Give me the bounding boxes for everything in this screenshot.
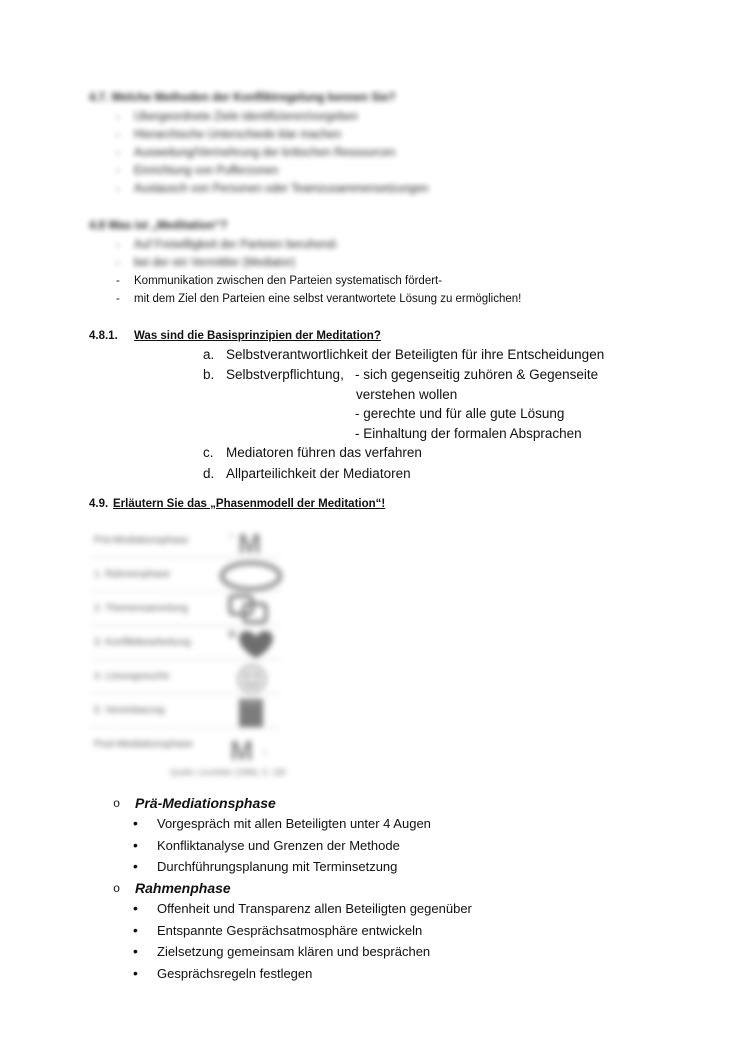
m-letter-icon: [228, 732, 278, 766]
heading-4-8: 4.8 Was ist „Meditation“?: [89, 220, 228, 232]
list-item: mit dem Ziel den Parteien eine selbst verantwortete Lösung zu ermöglichen!: [134, 293, 522, 305]
list-item: bei der ein Vermittler (Mediator): [134, 257, 296, 269]
bullet-icon: •: [133, 837, 138, 853]
figure-row-label: 3. Konfliktbearbeitung: [94, 637, 191, 648]
heart-icon: [226, 626, 280, 662]
phase-title: Prä-Mediationsphase: [135, 795, 276, 811]
heading-4-8-1-number: 4.8.1.: [89, 330, 118, 342]
list-item: Selbstverpflichtung,: [226, 367, 344, 382]
dash: -: [116, 257, 120, 269]
list-item: Hierarchische Unterschiede klar machen: [134, 129, 342, 141]
ring-icon: [218, 558, 284, 594]
list-marker: b.: [203, 367, 215, 382]
dash: -: [116, 129, 120, 141]
dash: -: [116, 183, 120, 195]
bullet-icon: •: [133, 965, 138, 981]
list-item: Auf Freiwilligkeit der Parteien beruhend-: [134, 239, 339, 251]
dash: -: [116, 147, 120, 159]
phase-title: Rahmenphase: [135, 880, 231, 896]
heading-4-9-number: 4.9.: [89, 498, 109, 510]
list-item: Ausweitung/Vermehrung der kritischen Ressourcen: [134, 147, 396, 159]
list-item: Vorgespräch mit allen Beteiligten unter 4 Augen: [157, 816, 431, 831]
heading-4-9: Erläutern Sie das „Phasenmodell der Meditation“!: [113, 498, 386, 510]
figure-row-label: 4. Lösungssuche: [94, 671, 170, 682]
figure-row-label: Prä-Mediationsphase: [94, 535, 189, 546]
figure-source: Quelle: Lenzfeller (1998), S. 138: [170, 768, 286, 777]
circle-bullet-icon: o: [113, 882, 121, 896]
list-marker: a.: [203, 347, 215, 362]
bullet-icon: •: [133, 922, 138, 938]
circle-bullet-icon: o: [113, 797, 121, 811]
list-item: Allparteilichkeit der Mediatoren: [226, 466, 411, 481]
list-item: Entspannte Gesprächsatmosphäre entwickeln: [157, 923, 423, 938]
list-item: Konfliktanalyse und Grenzen der Methode: [157, 838, 400, 853]
bullet-icon: •: [133, 858, 138, 874]
list-item: Gesprächsregeln festlegen: [157, 966, 313, 981]
document-icon: [236, 696, 268, 730]
smiley-icon: [234, 662, 270, 696]
list-item: Offenheit und Transparenz allen Beteiligten gegenüber: [157, 901, 472, 916]
list-marker: c.: [203, 445, 214, 460]
heading-4-7: 4.7. Welche Methoden der Konfliktregelung kennen Sie?: [89, 92, 396, 104]
list-item: Austausch von Personen oder Teamzusammensetzungen: [134, 183, 429, 195]
bullet-icon: •: [133, 815, 138, 831]
figure-row-label: 1. Rahmenphase: [94, 569, 171, 580]
list-item: Durchführungsplanung mit Terminsetzung: [157, 859, 398, 874]
list-item: Selbstverantwortlichkeit der Beteiligten für ihre Entscheidungen: [226, 347, 605, 362]
dash: -: [116, 111, 120, 123]
m-letter-icon: [226, 525, 271, 557]
list-subitem: verstehen wollen: [356, 387, 458, 402]
speech-bubbles-icon: [226, 592, 270, 628]
dash: -: [116, 165, 120, 177]
list-subitem: - gerechte und für alle gute Lösung: [355, 406, 565, 421]
list-item: Mediatoren führen das verfahren: [226, 445, 422, 460]
figure-row-label: Post-Mediationsphase: [94, 739, 193, 750]
list-item: Einrichtung von Pufferzonen: [134, 165, 279, 177]
dash: -: [116, 293, 120, 305]
list-subitem: - Einhaltung der formalen Absprachen: [355, 426, 582, 441]
svg-text:=: =: [228, 531, 234, 542]
list-item: Zielsetzung gemeinsam klären und besprächen: [157, 944, 431, 959]
list-item: Übergeordnete Ziele identifizieren/vorgeben: [134, 111, 358, 123]
list-marker: d.: [203, 466, 215, 481]
svg-text:M: M: [238, 528, 262, 557]
list-item: Kommunikation zwischen den Parteien systematisch fördert-: [134, 275, 443, 287]
dash: -: [116, 275, 120, 287]
bullet-icon: •: [133, 943, 138, 959]
svg-text:=: =: [262, 748, 268, 759]
dash: -: [116, 239, 120, 251]
svg-text:M: M: [230, 735, 254, 766]
heading-4-8-1: Was sind die Basisprinzipien der Meditation?: [134, 330, 381, 342]
figure-row-label: 5. Vereinbarung: [94, 705, 165, 716]
list-subitem: - sich gegenseitig zuhören & Gegenseite: [355, 367, 599, 382]
figure-row-label: 2. Themensammlung: [94, 603, 188, 614]
bullet-icon: •: [133, 900, 138, 916]
